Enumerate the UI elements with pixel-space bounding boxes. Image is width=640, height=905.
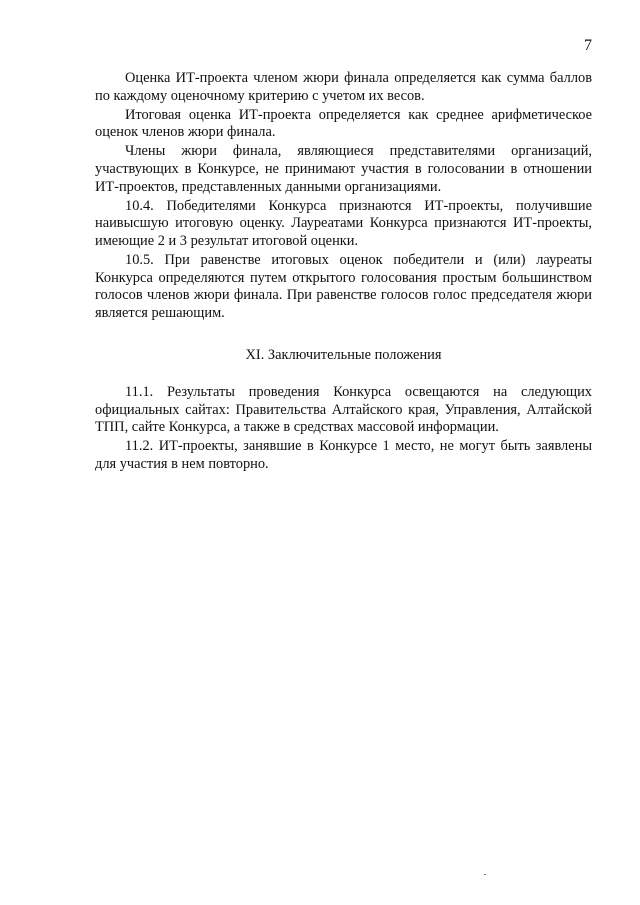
page-number: 7 [584, 37, 592, 54]
paragraph-10-4: 10.4. Победителями Конкурса признаются ИТ-проекты, получившие наивысшую итоговую оценку. Лауреатами Конкурса признаются ИТ-проекты, имеющие 2 и 3 результат итоговой оценки. [95, 197, 592, 249]
section-heading: XI. Заключительные положения [245, 347, 442, 364]
paragraph-11-1: 11.1. Результаты проведения Конкурса освещаются на следующих официальных сайтах: Правительства Алтайского края, Управления, Алтайской ТПП, сайте Конкурса, а также в средствах массовой информации. [95, 383, 592, 436]
paragraph-jury-conflict: Члены жюри финала, являющиеся представителями организаций, участвующих в Конкурсе, не принимают участия в голосовании в отношении ИТ-проектов, представленных данными организациями. [95, 143, 592, 195]
paragraph-11-2: 11.2. ИТ-проекты, занявшие в Конкурсе 1 место, не могут быть заявлены для участия в нем повторно. [95, 438, 592, 472]
paragraph-jury-score: Оценка ИТ-проекта членом жюри финала определяется как сумма баллов по каждому оценочному критерию с учетом их весов. [95, 70, 592, 104]
paragraph-10-5: 10.5. При равенстве итоговых оценок победители и (или) лауреаты Конкурса определяются путем открытого голосования простым большинством голосов членов жюри финала. При равенстве голосов голос председателя жюри является решающим. [95, 251, 592, 321]
document-body [95, 70, 592, 475]
scan-speck [484, 874, 486, 875]
paragraph-final-score: Итоговая оценка ИТ-проекта определяется как среднее арифметическое оценок членов жюри финала. [95, 106, 592, 141]
